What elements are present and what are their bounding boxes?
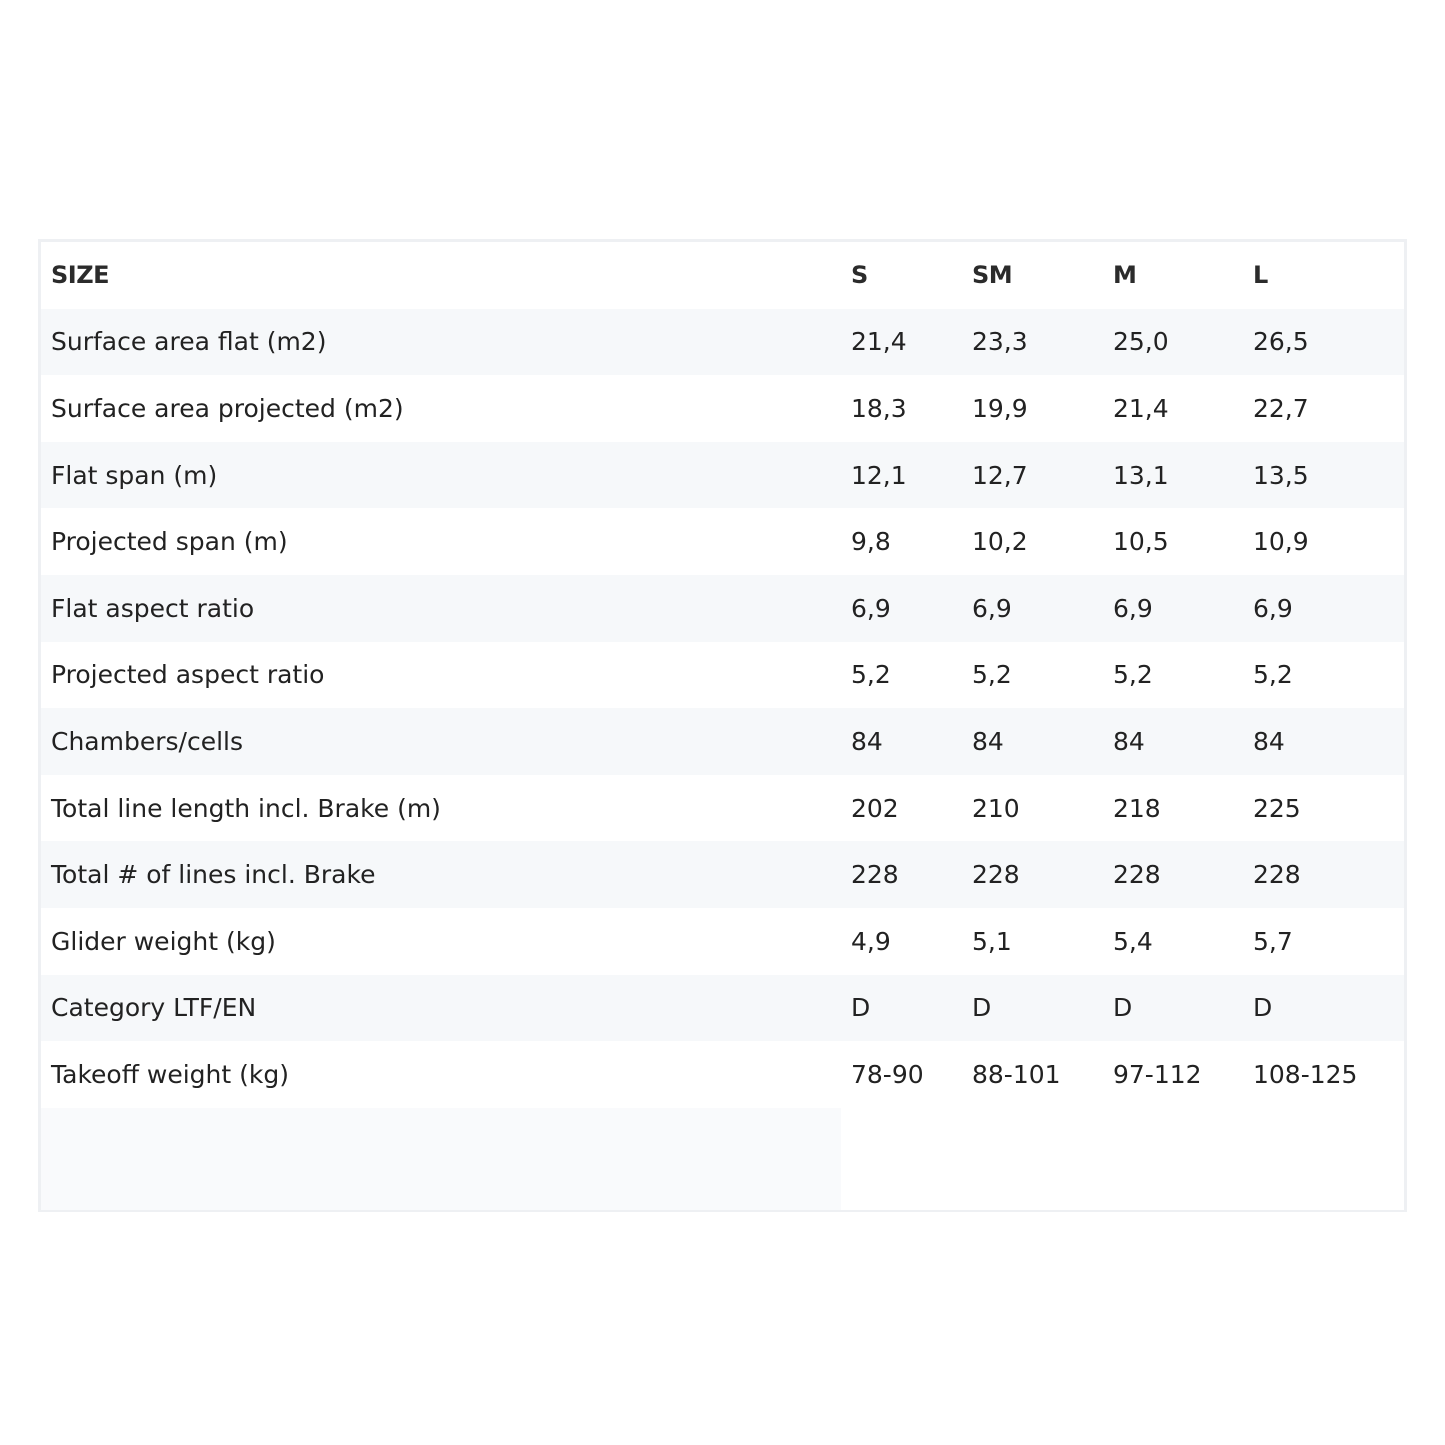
specifications-table-container (38, 239, 1407, 1212)
value-cell: 108-125 (1253, 1059, 1358, 1089)
value-cell: 5,4 (1113, 926, 1153, 956)
table-row (41, 775, 1404, 842)
value-cell: 13,5 (1243, 442, 1404, 509)
table-row (41, 708, 1404, 775)
value-cell: D (1243, 975, 1404, 1042)
table-row (41, 1041, 1404, 1108)
footer-left-fill (41, 1108, 841, 1210)
table-row (41, 642, 1404, 709)
value-cell: 5,2 (1113, 660, 1153, 690)
value-cell: 6,9 (1243, 575, 1404, 642)
footer-right-fill (841, 1108, 1404, 1210)
value-cell: 5,2 (1253, 660, 1293, 690)
table-row (41, 442, 1404, 509)
value-cell: D (962, 975, 1103, 1042)
row-label: Category LTF/EN (41, 975, 841, 1042)
value-cell: 19,9 (972, 393, 1028, 423)
row-label: Chambers/cells (41, 708, 841, 775)
row-label: Total line length incl. Brake (m) (51, 793, 441, 823)
value-cell: 97-112 (1113, 1059, 1202, 1089)
row-label: Projected aspect ratio (51, 660, 325, 690)
value-cell: 10,2 (972, 527, 1028, 557)
value-cell: 9,8 (851, 527, 891, 557)
table-empty-footer (41, 1108, 1404, 1210)
value-cell: 84 (1103, 708, 1243, 775)
value-cell: 26,5 (1243, 309, 1404, 376)
value-cell: 10,5 (1113, 527, 1169, 557)
value-cell: 21,4 (1113, 393, 1169, 423)
value-cell: 6,9 (1103, 575, 1243, 642)
value-cell: 84 (841, 708, 962, 775)
table-row (41, 508, 1404, 575)
value-cell: 228 (962, 841, 1103, 908)
value-cell: 12,1 (841, 442, 962, 509)
value-cell: 228 (1243, 841, 1404, 908)
value-cell: 25,0 (1103, 309, 1243, 376)
row-label: Takeoff weight (kg) (51, 1059, 289, 1089)
value-cell: 10,9 (1253, 527, 1309, 557)
specifications-table (41, 242, 1404, 1108)
table-header-row (41, 242, 1404, 309)
value-cell: 202 (851, 793, 899, 823)
table-row (41, 975, 1404, 1042)
value-cell: 228 (1103, 841, 1243, 908)
value-cell: 84 (962, 708, 1103, 775)
value-cell: 84 (1243, 708, 1404, 775)
value-cell: 88-101 (972, 1059, 1061, 1089)
row-label: Flat aspect ratio (41, 575, 841, 642)
value-cell: 5,1 (972, 926, 1012, 956)
value-cell: 78-90 (851, 1059, 924, 1089)
table-row (41, 309, 1404, 376)
value-cell: 228 (841, 841, 962, 908)
header-cell-l: L (1253, 261, 1268, 290)
header-cell-sm: SM (972, 261, 1013, 290)
value-cell: 6,9 (962, 575, 1103, 642)
value-cell: 5,2 (972, 660, 1012, 690)
row-label: Surface area projected (m2) (51, 393, 404, 423)
value-cell: 218 (1113, 793, 1161, 823)
value-cell: 225 (1253, 793, 1301, 823)
value-cell: 5,2 (851, 660, 891, 690)
value-cell: 22,7 (1253, 393, 1309, 423)
value-cell: 210 (972, 793, 1020, 823)
row-label: Flat span (m) (41, 442, 841, 509)
value-cell: 6,9 (841, 575, 962, 642)
value-cell: 18,3 (851, 393, 907, 423)
header-cell-size: SIZE (51, 261, 110, 290)
row-label: Total # of lines incl. Brake (41, 841, 841, 908)
header-cell-s: S (851, 261, 868, 290)
value-cell: D (841, 975, 962, 1042)
value-cell: 12,7 (962, 442, 1103, 509)
header-cell-m: M (1113, 261, 1137, 290)
value-cell: D (1103, 975, 1243, 1042)
row-label: Glider weight (kg) (51, 926, 276, 956)
table-row (41, 375, 1404, 442)
table-row (41, 908, 1404, 975)
row-label: Projected span (m) (51, 527, 288, 557)
value-cell: 5,7 (1253, 926, 1293, 956)
value-cell: 13,1 (1103, 442, 1243, 509)
value-cell: 23,3 (962, 309, 1103, 376)
value-cell: 4,9 (851, 926, 891, 956)
table-row (41, 575, 1404, 642)
value-cell: 21,4 (841, 309, 962, 376)
table-row (41, 841, 1404, 908)
row-label: Surface area flat (m2) (41, 309, 841, 376)
